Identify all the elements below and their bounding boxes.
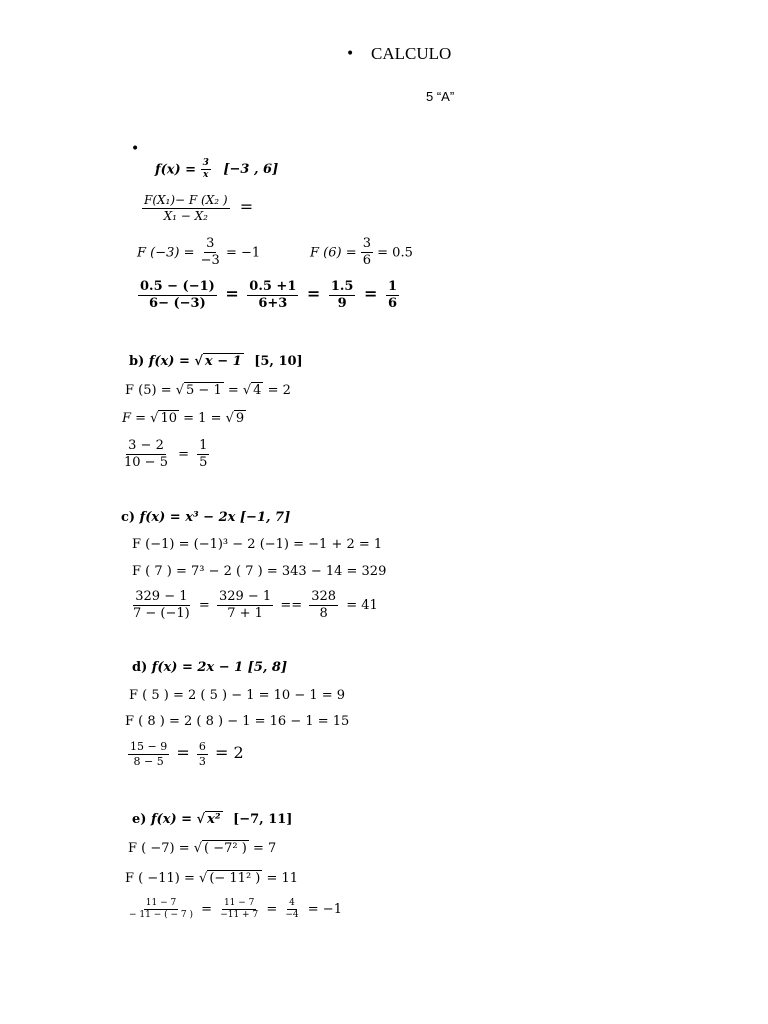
part-b-eval-1 (125, 383, 291, 398)
fraction-numerator: 3 (201, 158, 211, 170)
radicand: ( −7² ) (204, 841, 247, 856)
result-fraction-1 (131, 589, 192, 623)
fraction-denominator: −11 + 7 (220, 910, 259, 921)
part-e-result (127, 898, 342, 922)
eval-fraction (199, 236, 222, 270)
fraction-numerator: 329 − 1 (133, 589, 189, 606)
fraction-denominator: X₁ − X₂ (163, 209, 208, 223)
part-d-result (128, 740, 244, 769)
radicand: 9 (235, 411, 245, 426)
page-title: CALCULO (371, 44, 452, 63)
fraction-denominator: 9 (337, 296, 347, 312)
fraction-numerator: 0.5 +1 (247, 279, 298, 296)
fraction-numerator: 0.5 − (−1) (138, 279, 217, 296)
equals-sign: = (198, 598, 210, 614)
equals-sign: = (225, 284, 239, 304)
eval-mid: = √ (223, 383, 252, 398)
part-b-interval: [5, 10] (254, 354, 303, 369)
fraction-denominator: 5 (199, 455, 208, 471)
fraction-numerator: 1 (197, 438, 209, 455)
part-e-function-lhs: f(x) = √ (150, 812, 206, 827)
eval-fraction (361, 236, 373, 270)
result-fraction-1 (128, 740, 169, 769)
eval-lhs: F (6) = (310, 245, 357, 261)
fraction-denominator: 7 + 1 (227, 606, 263, 622)
part-b-label: b) (129, 354, 145, 369)
result-fraction-3 (309, 589, 338, 623)
fraction-numerator: 3 (361, 236, 373, 253)
fraction-numerator: 4 (287, 898, 297, 910)
part-d-eval-1: F ( 5 ) = 2 ( 5 ) − 1 = 10 − 1 = 9 (129, 688, 346, 703)
part-a-eval-1 (137, 236, 260, 270)
radicand: x² (207, 812, 221, 827)
result-fraction-1 (122, 438, 170, 472)
part-b-function (129, 354, 303, 369)
fraction-denominator: x (203, 170, 209, 181)
result-value: = 2 (215, 742, 244, 762)
part-c-function (121, 510, 290, 525)
fraction-numerator: 3 (204, 236, 216, 253)
part-c-label: c) (121, 510, 136, 525)
title-bullet: • (346, 46, 355, 62)
fraction-denominator: 3 (198, 754, 206, 768)
equals-sign: = (201, 902, 213, 918)
fraction-numerator: 1.5 (329, 279, 356, 296)
fraction-denominator: 8 (319, 606, 328, 622)
part-d-function-expr: f(x) = 2x − 1 [5, 8] (151, 660, 288, 675)
result-value: = 41 (346, 598, 378, 614)
fraction-denominator: 8 − 5 (133, 754, 164, 768)
difference-quotient-fraction (142, 193, 230, 224)
fraction-numerator: 6 (198, 740, 206, 753)
fraction-denominator: −3 (200, 253, 220, 269)
fraction-denominator: − 11 − ( − 7 ) (129, 910, 193, 921)
result-fraction-3 (283, 898, 300, 922)
equals-sign: = (306, 284, 321, 304)
result-fraction-2 (217, 589, 273, 623)
equals-sign: = (239, 197, 254, 216)
fraction-numerator: 329 − 1 (217, 589, 273, 606)
fraction-numerator: 1 (386, 279, 399, 296)
result-fraction-2 (218, 898, 260, 922)
part-a-function (155, 158, 278, 182)
equals-sign: = (178, 447, 190, 463)
part-e-eval-1 (128, 841, 276, 856)
part-c-result (131, 589, 378, 623)
result-fraction-2 (197, 438, 209, 472)
part-a-interval: [−3 , 6] (223, 162, 279, 178)
result-value: = −1 (307, 902, 342, 918)
result-fraction-3 (329, 279, 356, 313)
fraction-numerator: 3 − 2 (126, 438, 166, 455)
part-c-eval-2: F ( 7 ) = 7³ − 2 ( 7 ) = 343 − 14 = 329 (132, 564, 387, 579)
part-a-formula (142, 193, 253, 224)
eval-rhs: = 7 (248, 841, 277, 856)
part-c-function-expr: f(x) = x³ − 2x [−1, 7] (139, 510, 291, 525)
fraction-denominator: 6 (362, 253, 372, 269)
eval-rhs: = 2 (263, 383, 291, 398)
fraction-numerator: F(X₁)− F (X₂ ) (144, 193, 228, 207)
double-equals-sign: == (280, 598, 303, 614)
eval-rhs: = 0.5 (377, 245, 413, 261)
part-c-eval-1: F (−1) = (−1)³ − 2 (−1) = −1 + 2 = 1 (132, 537, 383, 552)
eval-rhs: = 11 (262, 871, 299, 886)
part-a-function-fraction (201, 158, 211, 182)
equals-sign: = (266, 902, 278, 918)
radicand: x − 1 (204, 354, 242, 369)
part-e-eval-2 (125, 871, 298, 886)
part-b-result (122, 438, 209, 472)
radicand: 5 − 1 (186, 383, 222, 398)
eval-mid: = 1 = √ (179, 411, 234, 426)
part-d-function (132, 660, 287, 675)
part-a-bullet: • (131, 141, 140, 157)
part-b-function-lhs: f(x) = √ (148, 354, 203, 369)
fraction-denominator: 6+3 (258, 296, 288, 312)
eval-lhs: F (−3) = (137, 245, 195, 261)
result-fraction-4 (386, 279, 399, 313)
fraction-numerator: 11 − 7 (144, 898, 178, 910)
part-d-eval-2: F ( 8 ) = 2 ( 8 ) − 1 = 16 − 1 = 15 (125, 714, 350, 729)
radicand: 4 (253, 383, 262, 398)
part-e-label: e) (132, 812, 147, 827)
fraction-denominator: 6 (387, 296, 397, 312)
eval-lhs: F ( −11) = √ (125, 871, 208, 886)
fraction-numerator: 11 − 7 (222, 898, 256, 910)
result-fraction-2 (247, 279, 298, 313)
part-d-label: d) (132, 660, 148, 675)
part-a-eval-2 (310, 236, 413, 270)
equals-sign: = (364, 284, 378, 304)
fraction-denominator: 7 − (−1) (133, 606, 190, 622)
part-a-function-lhs: f(x) = (155, 162, 201, 178)
result-fraction-1 (138, 279, 217, 313)
fraction-denominator: 10 − 5 (124, 455, 168, 471)
fraction-numerator: 328 (309, 589, 338, 606)
radicand: (− 11² ) (209, 871, 261, 886)
eval-lhs: F (5) = √ (125, 383, 185, 398)
part-e-interval: [−7, 11] (233, 812, 293, 827)
result-fraction-1 (127, 898, 195, 922)
eval-lhs: F = √ (122, 411, 159, 426)
fraction-denominator: 6− (−3) (149, 296, 206, 312)
part-a-result (138, 279, 399, 313)
page-subtitle: 5 “A” (426, 89, 455, 104)
eval-lhs: F ( −7) = √ (128, 841, 203, 856)
part-b-eval-2 (122, 411, 246, 426)
radicand: 10 (160, 411, 178, 426)
eval-rhs: = −1 (225, 245, 261, 261)
fraction-denominator: −4 (285, 910, 299, 921)
fraction-numerator: 15 − 9 (130, 740, 168, 753)
part-e-function (132, 812, 292, 827)
result-fraction-2 (197, 740, 208, 769)
equals-sign: = (176, 742, 190, 762)
